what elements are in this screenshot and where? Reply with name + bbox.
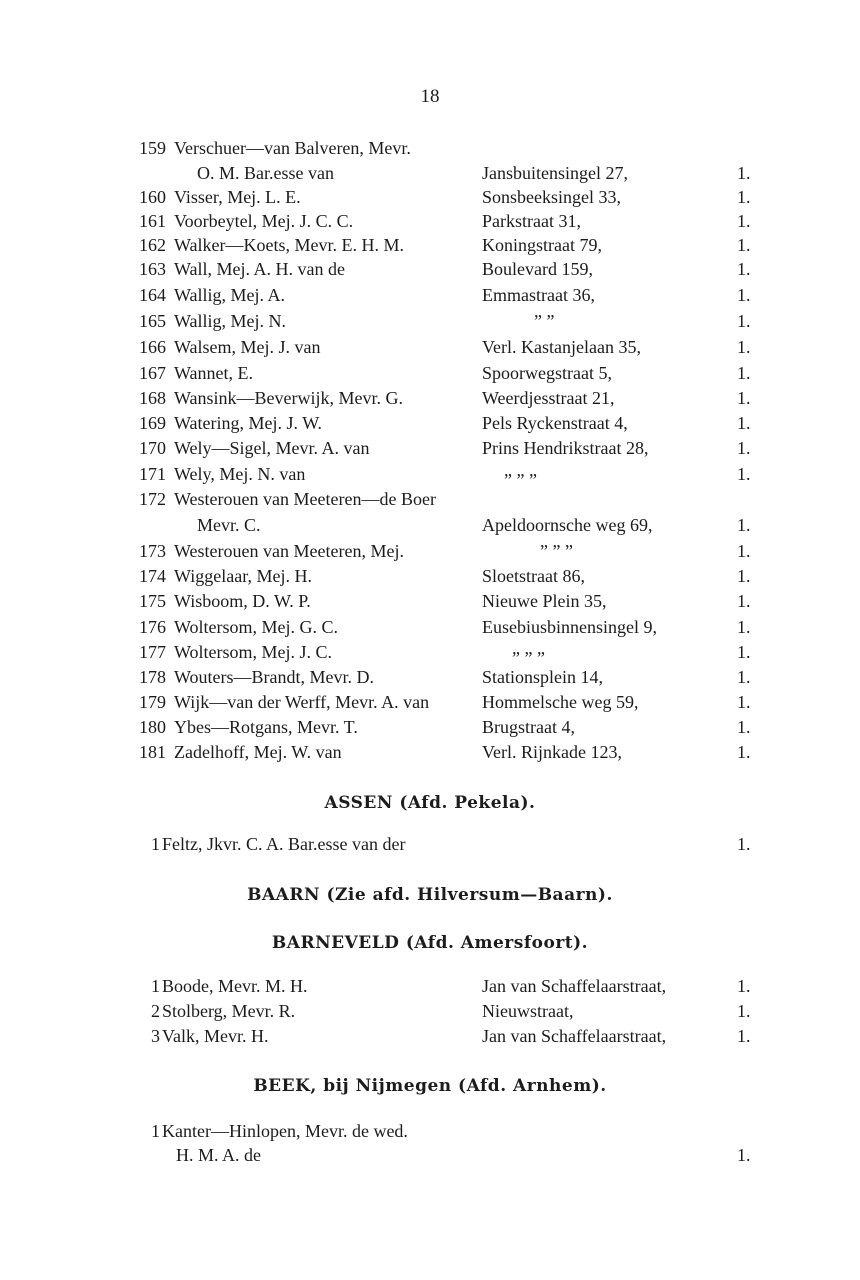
entry-address: Emmastraat 36, [482, 285, 595, 305]
entry-number: 162 [139, 235, 166, 255]
entry-address: Jan van Schaffelaarstraat, [482, 976, 667, 996]
entry-number: 1 [151, 1121, 160, 1141]
entry-mark: 1. [737, 363, 751, 383]
entry-name: Wannet, E. [174, 363, 254, 383]
entry-name: Visser, Mej. L. E. [174, 187, 301, 207]
entry-name: Ybes—Rotgans, Mevr. T. [174, 717, 358, 737]
entry-number: 3 [151, 1026, 160, 1046]
list-item [0, 283, 860, 307]
entry-mark: 1. [737, 717, 751, 737]
entry-number: 1 [151, 834, 160, 854]
entry-number: 161 [139, 211, 166, 231]
entry-number: 2 [151, 1001, 160, 1021]
entry-name: Verschuer—van Balveren, Mevr. [174, 138, 411, 158]
list-item [0, 462, 860, 490]
section-heading: BARNEVELD (Afd. Amersfoort). [271, 933, 589, 953]
list-item [0, 209, 860, 233]
entry-number: 180 [139, 717, 166, 737]
entry-name: Walsem, Mej. J. van [174, 337, 321, 357]
entry-address: Weerdjesstraat 21, [482, 388, 615, 408]
list-item [0, 974, 860, 998]
entry-mark: 1. [737, 692, 751, 712]
entry-name: Walker—Koets, Mevr. E. H. M. [174, 235, 405, 255]
list-item [0, 513, 860, 537]
list-item [0, 161, 860, 185]
entry-name: Voorbeytel, Mej. J. C. C. [174, 211, 354, 231]
list-item [0, 615, 860, 639]
list-item [0, 309, 860, 333]
list-item [0, 136, 860, 160]
entry-mark: 1. [737, 438, 751, 458]
entry-address-ditto: ” ” [534, 311, 555, 331]
entry-number: 163 [139, 259, 166, 279]
entry-name: Wallig, Mej. N. [174, 311, 287, 331]
entry-mark: 1. [737, 464, 751, 484]
entry-address: Apeldoornsche weg 69, [482, 515, 653, 535]
entry-name: Boode, Mevr. M. H. [162, 976, 308, 996]
entry-mark: 1. [737, 259, 751, 279]
section-heading: ASSEN (Afd. Pekela). [324, 793, 536, 813]
entry-address: Nieuwstraat, [482, 1001, 574, 1021]
entry-mark: 1. [737, 1145, 751, 1165]
list-item [0, 740, 860, 764]
entry-number: 179 [139, 692, 166, 712]
entry-mark: 1. [737, 337, 751, 357]
list-item [0, 233, 860, 257]
entry-name: Stolberg, Mevr. R. [162, 1001, 296, 1021]
entry-name: Wisboom, D. W. P. [174, 591, 311, 611]
entry-mark: 1. [737, 834, 751, 854]
entry-mark: 1. [737, 285, 751, 305]
entry-mark: 1. [737, 187, 751, 207]
entry-name: Wijk—van der Werff, Mevr. A. van [174, 692, 430, 712]
entry-address: Jan van Schaffelaarstraat, [482, 1026, 667, 1046]
entry-name: Kanter—Hinlopen, Mevr. de wed. [162, 1121, 408, 1141]
entry-address: Parkstraat 31, [482, 211, 581, 231]
entry-mark: 1. [737, 591, 751, 611]
entry-address: Spoorwegstraat 5, [482, 363, 612, 383]
list-item [0, 436, 860, 460]
list-item [0, 665, 860, 689]
entry-address: Prins Hendrikstraat 28, [482, 438, 649, 458]
list-item [0, 335, 860, 359]
entry-address: Sonsbeeksingel 33, [482, 187, 621, 207]
entry-name: Wallig, Mej. A. [174, 285, 286, 305]
entry-number: 173 [139, 541, 166, 561]
entry-number: 172 [139, 489, 166, 509]
entry-number: 177 [139, 642, 166, 662]
entry-mark: 1. [737, 311, 751, 331]
entry-number: 178 [139, 667, 166, 687]
list-item [0, 564, 860, 588]
entry-name: Woltersom, Mej. G. C. [174, 617, 339, 637]
entry-number: 176 [139, 617, 166, 637]
entry-address: Hommelsche weg 59, [482, 692, 639, 712]
entry-address: Stationsplein 14, [482, 667, 603, 687]
list-item [0, 589, 860, 613]
list-item [0, 257, 860, 281]
entry-number: 175 [139, 591, 166, 611]
entry-name: Watering, Mej. J. W. [174, 413, 323, 433]
list-item [0, 690, 860, 714]
entry-name: Wouters—Brandt, Mevr. D. [174, 667, 375, 687]
entry-address: Verl. Rijnkade 123, [482, 742, 622, 762]
list-item [0, 539, 860, 563]
entry-name: Westerouen van Meeteren—de Boer [174, 489, 436, 509]
entry-number: 181 [139, 742, 166, 762]
entry-number: 164 [139, 285, 166, 305]
entry-address: Verl. Kastanjelaan 35, [482, 337, 641, 357]
entry-mark: 1. [737, 642, 751, 662]
entry-name: Westerouen van Meeteren, Mej. [174, 541, 404, 561]
entry-name: Wiggelaar, Mej. H. [174, 566, 313, 586]
entry-number: 170 [139, 438, 166, 458]
entry-address: Koningstraat 79, [482, 235, 602, 255]
list-item [0, 715, 860, 739]
list-item [0, 487, 860, 511]
entry-mark: 1. [737, 566, 751, 586]
entry-mark: 1. [737, 667, 751, 687]
entry-address-ditto: ” ” ” [540, 541, 573, 561]
entry-mark: 1. [737, 976, 751, 996]
entry-address: Eusebiusbinnensingel 9, [482, 617, 657, 637]
list-item [0, 1119, 860, 1143]
entry-mark: 1. [737, 413, 751, 433]
entry-name: Valk, Mevr. H. [162, 1026, 269, 1046]
entry-address: Boulevard 159, [482, 259, 593, 279]
entry-name: Feltz, Jkvr. C. A. Bar.esse van der [162, 834, 406, 854]
entry-address: Jansbuitensingel 27, [482, 163, 628, 183]
list-item [0, 386, 860, 410]
entry-mark: 1. [737, 235, 751, 255]
section-heading: BAARN (Zie afd. Hilversum—Baarn). [247, 885, 613, 905]
section-heading: BEEK, bij Nijmegen (Afd. Arnhem). [253, 1076, 607, 1096]
entry-mark: 1. [737, 163, 751, 183]
entry-address-ditto: ” ” ” [512, 648, 545, 668]
entry-name: Wely—Sigel, Mevr. A. van [174, 438, 370, 458]
entry-address: Sloetstraat 86, [482, 566, 585, 586]
entry-name: Zadelhoff, Mej. W. van [174, 742, 342, 762]
entry-number: 165 [139, 311, 166, 331]
entry-number: 168 [139, 388, 166, 408]
list-item [0, 185, 860, 209]
entry-mark: 1. [737, 541, 751, 561]
entry-number: 1 [151, 976, 160, 996]
entry-name: Wely, Mej. N. van [174, 464, 306, 484]
entry-mark: 1. [737, 1001, 751, 1021]
entry-number: 174 [139, 566, 166, 586]
entry-number: 166 [139, 337, 166, 357]
entry-name: Mevr. C. [197, 515, 261, 535]
entry-mark: 1. [737, 388, 751, 408]
entry-mark: 1. [737, 617, 751, 637]
entry-number: 159 [139, 138, 166, 158]
list-item [0, 1143, 860, 1167]
list-item [0, 1024, 860, 1048]
entry-name: H. M. A. de [176, 1145, 261, 1165]
entry-mark: 1. [737, 1026, 751, 1046]
page-number: 18 [420, 86, 440, 107]
entry-name: Woltersom, Mej. J. C. [174, 642, 333, 662]
list-item [0, 832, 860, 856]
entry-number: 171 [139, 464, 166, 484]
entry-name: Wansink—Beverwijk, Mevr. G. [174, 388, 404, 408]
entry-mark: 1. [737, 211, 751, 231]
list-item [0, 411, 860, 435]
entry-name: O. M. Bar.esse van [197, 163, 334, 183]
entry-address: Nieuwe Plein 35, [482, 591, 607, 611]
list-item [0, 640, 860, 668]
entry-address: Brugstraat 4, [482, 717, 575, 737]
list-item [0, 999, 860, 1023]
entry-number: 167 [139, 363, 166, 383]
entry-mark: 1. [737, 742, 751, 762]
entry-address-ditto: ” ” ” [504, 470, 537, 490]
entry-address: Pels Ryckenstraat 4, [482, 413, 628, 433]
entry-number: 160 [139, 187, 166, 207]
list-item [0, 361, 860, 385]
entry-number: 169 [139, 413, 166, 433]
entry-mark: 1. [737, 515, 751, 535]
entry-name: Wall, Mej. A. H. van de [174, 259, 346, 279]
